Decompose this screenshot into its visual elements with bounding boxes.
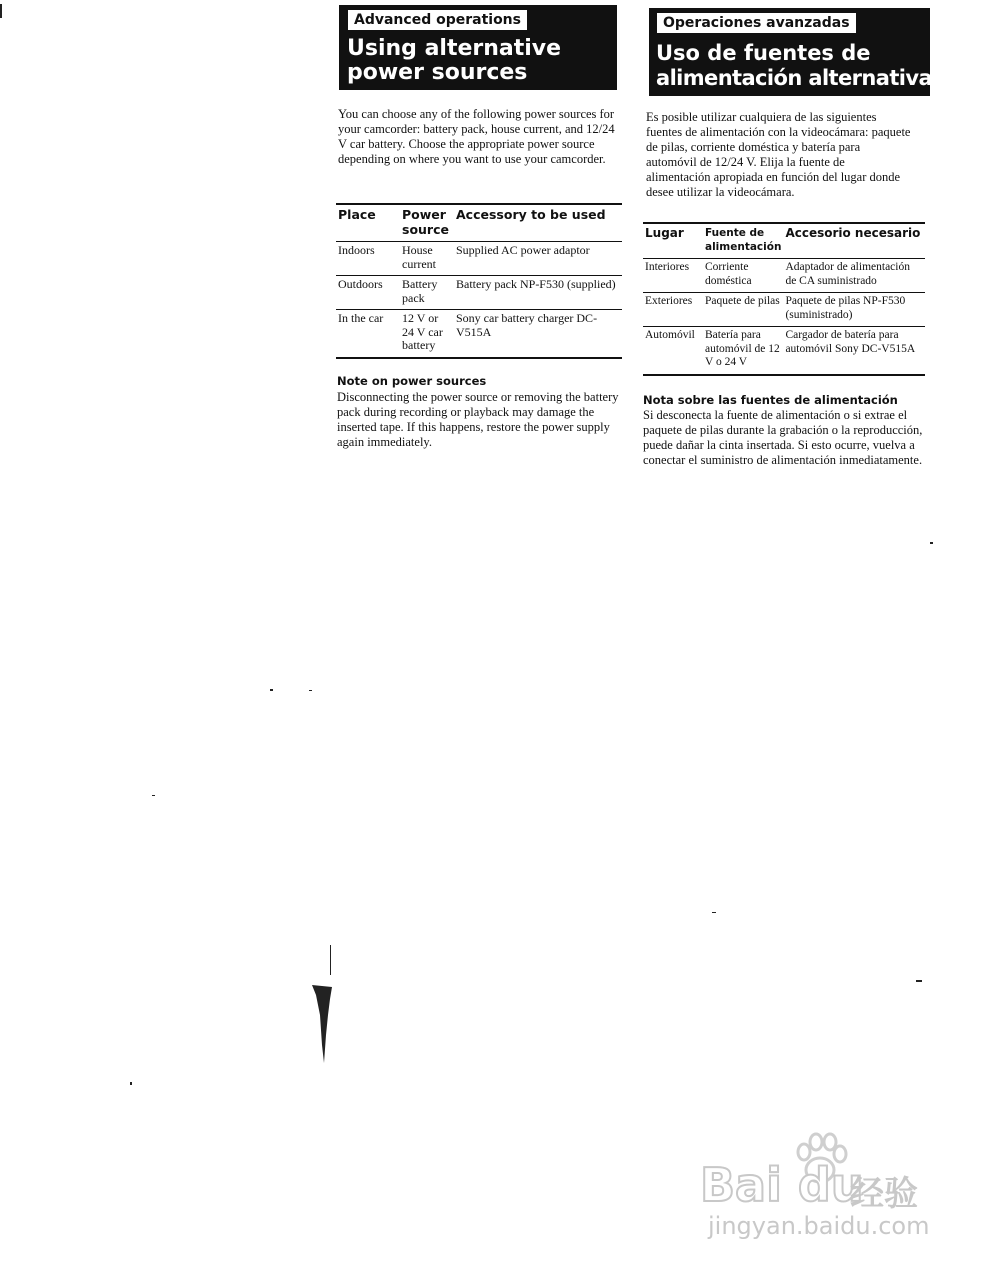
table-cell: Cargador de batería para automóvil Sony DC-V515A	[785, 329, 916, 355]
scan-smudge	[310, 985, 334, 1065]
watermark-brand-cn: 经验	[850, 1174, 918, 1214]
table-cell: Supplied AC power adaptor	[454, 242, 622, 276]
table-cell: House current	[400, 242, 454, 276]
table-header-accessory: Accessory to be used	[454, 204, 622, 242]
table-cell: Paquete de pilas	[703, 293, 783, 327]
table-row	[336, 242, 622, 276]
table-cell: Automóvil	[645, 329, 695, 341]
scan-speck	[270, 689, 273, 691]
scan-speck	[130, 1082, 132, 1085]
table-cell: Corriente doméstica	[703, 259, 783, 293]
table-cell: Interiores	[643, 259, 703, 293]
table-cell: In the car	[338, 311, 384, 325]
table-cell: 12 V or 24 V car battery	[402, 311, 443, 352]
english-title-line2: power sources	[347, 60, 528, 85]
table-cell: Exteriores	[643, 293, 703, 327]
scan-speck	[930, 542, 933, 544]
table-header-place: Place	[336, 204, 400, 242]
spanish-intro-paragraph: Es posible utilizar cualquiera de las siguientes fuentes de alimentación con la videocámara: paquete de pilas, corriente doméstica y batería para automóvil de 12/24 V. Elija la fuente de alimentación apropiada en función del lugar donde desee utilizar la videocámara.	[646, 110, 911, 199]
table-row	[336, 310, 622, 358]
spanish-note-body: Si desconecta la fuente de alimentación o si extrae el paquete de pilas durante la grabación o la reproducción, puede dañar la cinta insertada. Si esto ocurre, vuelva a conectar el suministro de alimentación inmediatamente.	[643, 408, 923, 467]
table-cell: Indoors	[336, 242, 400, 276]
table-cell: Battery pack NP-F530 (supplied)	[454, 276, 622, 310]
english-intro-paragraph: You can choose any of the following power sources for your camcorder: battery pack, house current, and 12/24 V car battery. Choose the appropriate power source depending on where you want to use your camcorder.	[338, 107, 615, 166]
table-header-fuente: Fuente de alimentación	[703, 223, 783, 259]
table-row	[643, 259, 925, 293]
table-cell: Adaptador de alimentación de CA suministrado	[783, 259, 925, 293]
spanish-title-line1: Uso de fuentes de	[656, 41, 871, 65]
spanish-title-line2: alimentación alternativas	[656, 66, 944, 90]
table-row	[336, 276, 622, 310]
table-cell: Batería para automóvil de 12 V o 24 V	[705, 329, 780, 368]
english-note-title: Note on power sources	[337, 374, 487, 388]
english-power-table	[336, 203, 622, 359]
table-cell: Paquete de pilas NP-F530 (suministrado)	[783, 293, 925, 327]
table-header-row	[643, 223, 925, 259]
watermark-brand: Bai du	[700, 1158, 864, 1212]
left-edge-mark	[0, 4, 2, 18]
spanish-note-title: Nota sobre las fuentes de alimentación	[643, 393, 898, 407]
table-header-lugar: Lugar	[643, 223, 703, 259]
table-cell: Outdoors	[336, 276, 400, 310]
spanish-power-table	[643, 222, 925, 376]
table-header-row	[336, 204, 622, 242]
table-row	[643, 293, 925, 327]
table-header-accesorio: Accesorio necesario	[783, 223, 925, 259]
scan-speck	[152, 795, 155, 796]
scan-vertical-line	[330, 945, 331, 975]
table-cell: Sony car battery charger DC-V515A	[456, 311, 598, 339]
english-section-label: Advanced operations	[347, 9, 528, 31]
english-title-line1: Using alternative	[347, 36, 562, 61]
english-note-body: Disconnecting the power source or removing the battery pack during recording or playback may damage the inserted tape. If this happens, restore the power supply again immediately.	[337, 390, 619, 449]
scan-speck	[309, 690, 312, 691]
table-header-power-source: Power source	[400, 204, 454, 242]
scan-speck	[712, 912, 716, 913]
scan-speck	[916, 980, 922, 982]
table-row	[643, 327, 925, 375]
spanish-section-label: Operaciones avanzadas	[656, 12, 857, 34]
watermark-url: jingyan.baidu.com	[708, 1212, 930, 1240]
table-cell: Battery pack	[400, 276, 454, 310]
